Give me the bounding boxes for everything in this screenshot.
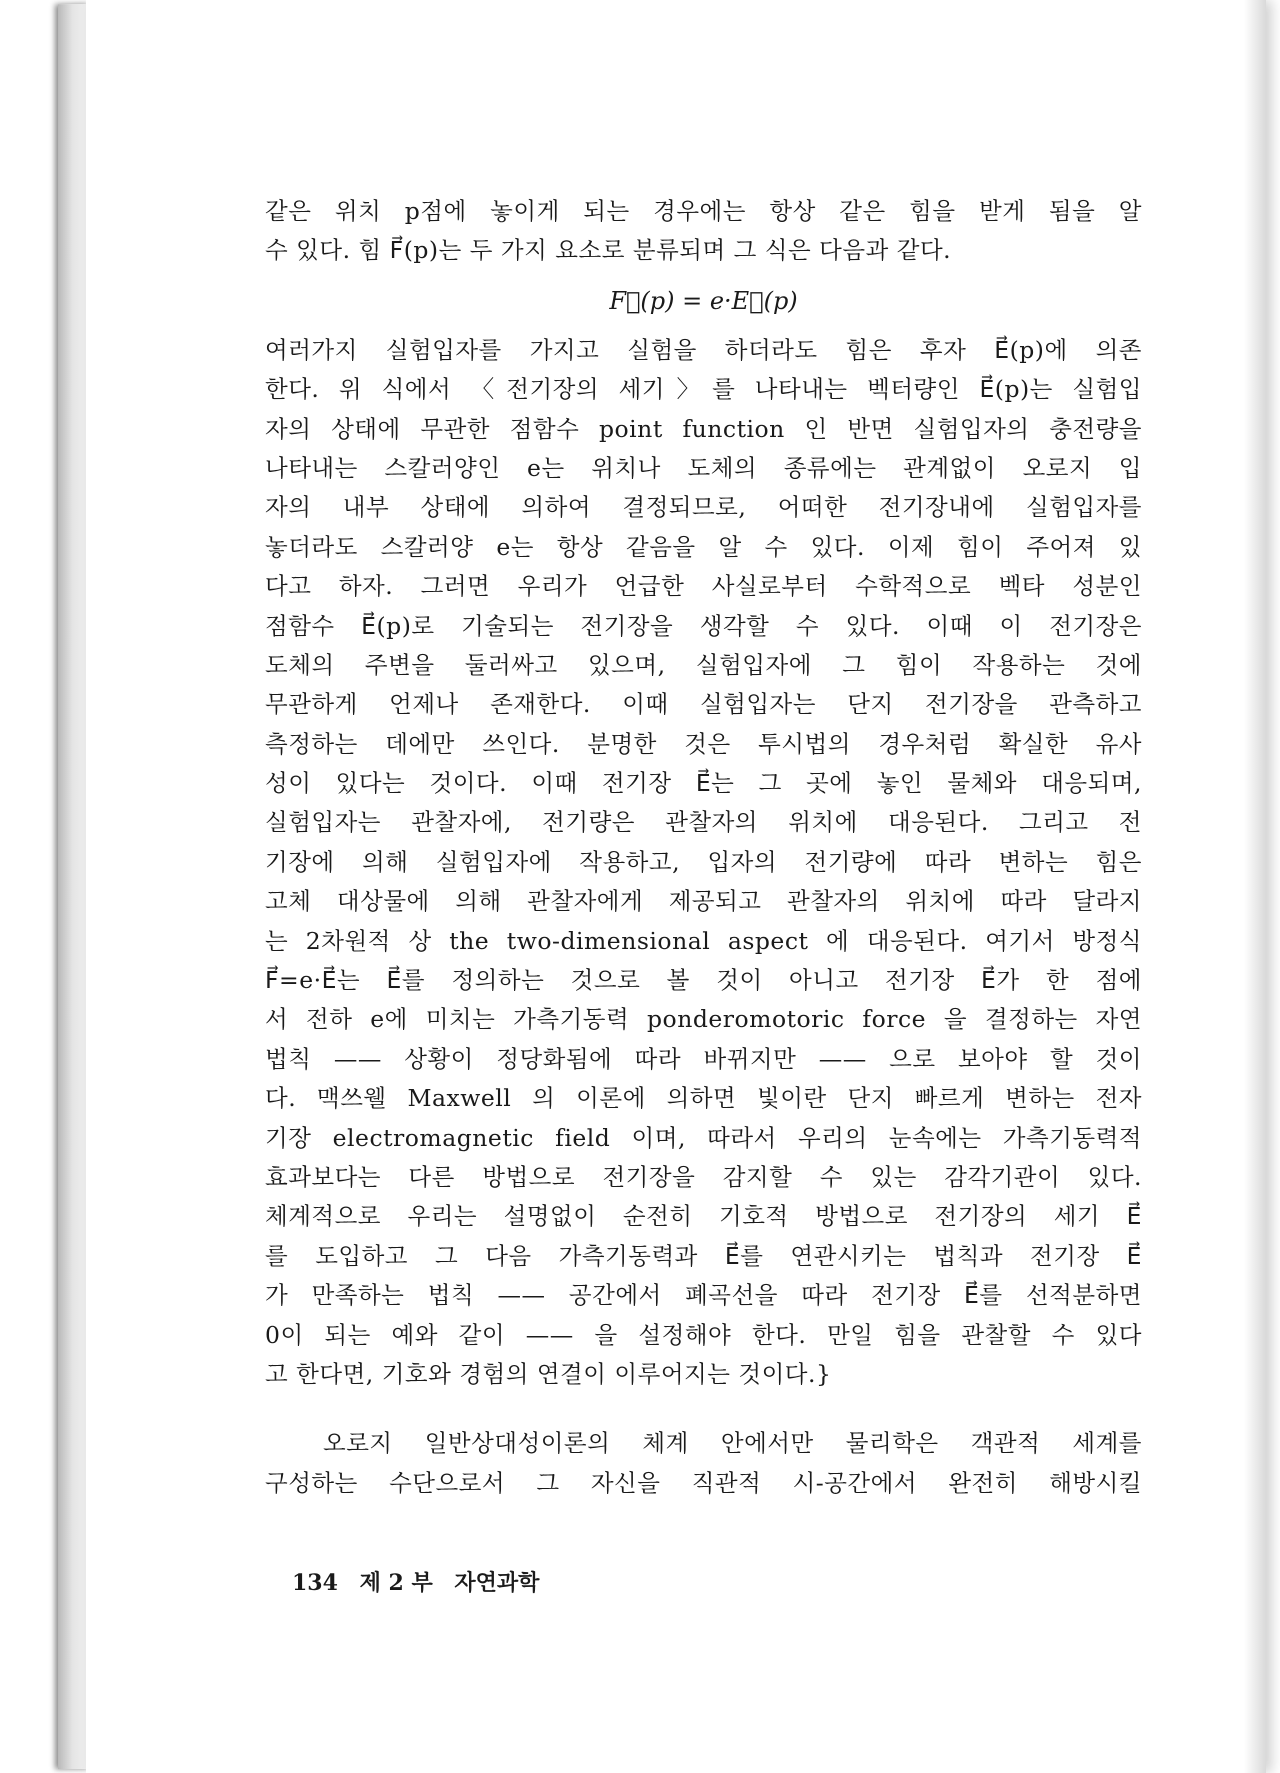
text-line: 놓더라도 스칼러양 e는 항상 같음을 알 수 있다. 이제 힘이 주어져 있 [265, 532, 1142, 561]
equation: F⃗(p) = e·E⃗(p) [609, 286, 798, 315]
text-line: 는 2차원적 상 the two-dimensional aspect 에 대응된다. 여기서 방정식 [265, 926, 1142, 955]
page-footer [292, 1566, 553, 1597]
text-line: 자의 상태에 무관한 점함수 point function 인 반면 실험입자의 충전량을 [265, 414, 1142, 443]
text-line: 다. 맥쓰웰 Maxwell 의 이론에 의하면 빛이란 단지 빠르게 변하는 전자 [265, 1084, 1142, 1113]
text-line: 다고 하자. 그러면 우리가 언급한 사실로부터 수학적으로 벡타 성분인 [265, 572, 1142, 601]
paragraph-gap [265, 1394, 1142, 1424]
text-line: 고체 대상물에 의해 관찰자에게 제공되고 관찰자의 위치에 따라 달라지 [265, 887, 1142, 916]
text-line: 기장에 의해 실험입자에 작용하고, 입자의 전기량에 따라 변하는 힘은 [265, 847, 1142, 876]
text-line: 성이 있다는 것이다. 이때 전기장 E⃗는 그 곳에 놓인 물체와 대응되며, [265, 769, 1142, 798]
text-line: 한다. 위 식에서 〈전기장의 세기〉를 나타내는 벡터량인 E⃗(p)는 실험입 [265, 375, 1142, 404]
text-line: 법칙 —— 상황이 정당화됨에 따라 바뀌지만 —— 으로 보아야 할 것이 [265, 1044, 1142, 1073]
text-line: 기장 electromagnetic field 이며, 따라서 우리의 눈속에는 가측기동력적 [265, 1123, 1142, 1152]
text-line: 측정하는 데에만 쓰인다. 분명한 것은 투시법의 경우처럼 확실한 유사 [265, 729, 1142, 758]
text-line: 고 한다면, 기호와 경험의 연결이 이루어지는 것이다.} [265, 1359, 832, 1388]
text-line: 점함수 E⃗(p)로 기술되는 전기장을 생각할 수 있다. 이때 이 전기장은 [265, 611, 1142, 640]
text-line: 무관하게 언제나 존재한다. 이때 실험입자는 단지 전기장을 관측하고 [265, 690, 1142, 719]
page-number: 134 [292, 1570, 338, 1596]
text-line: 여러가지 실험입자를 가지고 실험을 하더라도 힘은 후자 E⃗(p)에 의존 [265, 335, 1142, 364]
text-line: 체계적으로 우리는 설명없이 순전히 기호적 방법으로 전기장의 세기 E⃗ [265, 1202, 1142, 1231]
text-line: 서 전하 e에 미치는 가측기동력 ponderomotoric force 을 결정하는 자연 [265, 1005, 1142, 1034]
text-line: 효과보다는 다른 방법으로 전기장을 감지할 수 있는 감각기관이 있다. [265, 1162, 1142, 1191]
text-line: 같은 위치 p점에 놓이게 되는 경우에는 항상 같은 힘을 받게 됨을 알 [265, 197, 1142, 225]
text-line: 자의 내부 상태에 의하여 결정되므로, 어떠한 전기장내에 실험입자를 [265, 493, 1142, 522]
text-line: 오로지 일반상대성이론의 체계 안에서만 물리학은 객관적 세계를 [323, 1429, 1142, 1458]
part-label: 제 2 부 [359, 1570, 433, 1596]
text-line: 도체의 주변을 둘러싸고 있으며, 실험입자에 그 힘이 작용하는 것에 [265, 650, 1142, 679]
text-line: F⃗=e·E⃗는 E⃗를 정의하는 것으로 볼 것이 아니고 전기장 E⃗가 한 점에 [265, 966, 1142, 995]
text-line: 를 도입하고 그 다음 가측기동력과 E⃗를 연관시키는 법칙과 전기장 E⃗ [265, 1241, 1142, 1270]
text-line: 0이 되는 예와 같이 —— 을 설정해야 한다. 만일 힘을 관찰할 수 있다 [265, 1320, 1142, 1349]
body-text [265, 192, 1142, 1503]
text-line: 실험입자는 관찰자에, 전기량은 관찰자의 위치에 대응된다. 그리고 전 [265, 808, 1142, 837]
text-line: 수 있다. 힘 F⃗(p)는 두 가지 요소로 분류되며 그 식은 다음과 같다. [265, 236, 952, 265]
text-line: 나타내는 스칼러양인 e는 위치나 도체의 종류에는 관계없이 오로지 입 [265, 453, 1142, 482]
page-shadow [1244, 0, 1266, 1773]
section-label: 자연과학 [454, 1570, 540, 1596]
text-line: 구성하는 수단으로서 그 자신을 직관적 시-공간에서 완전히 해방시킬 [265, 1468, 1142, 1497]
text-line: 가 만족하는 법칙 —— 공간에서 폐곡선을 따라 전기장 E⃗를 선적분하면 [265, 1281, 1142, 1310]
